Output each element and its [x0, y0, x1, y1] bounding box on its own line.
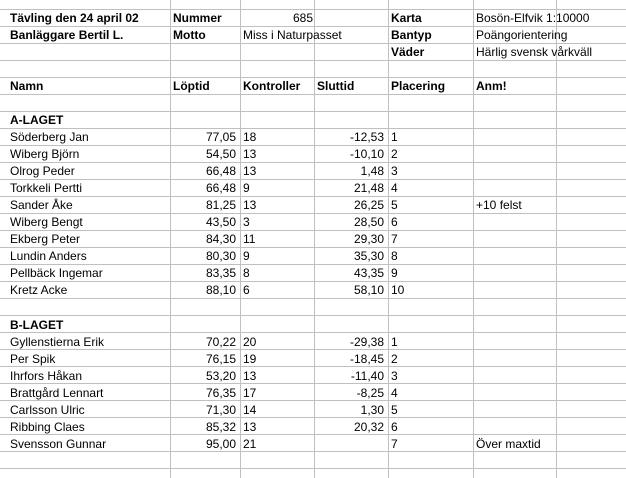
- cell-sluttid[interactable]: 58,10: [353, 283, 384, 297]
- cell-loptid[interactable]: 76,15: [205, 352, 236, 366]
- bantyp-value[interactable]: Poängorientering: [476, 28, 568, 42]
- cell-sluttid[interactable]: -11,40: [350, 369, 384, 383]
- grid-row-line: [0, 94, 626, 95]
- cell-sluttid[interactable]: 43,35: [353, 266, 384, 280]
- cell-kontroller[interactable]: 11: [243, 232, 256, 246]
- cell-loptid[interactable]: 77,05: [205, 130, 236, 144]
- cell-anm[interactable]: [474, 214, 624, 231]
- cell-placering[interactable]: 4: [391, 386, 398, 400]
- nummer-value[interactable]: 685: [292, 11, 313, 25]
- column-header-placering[interactable]: Placering: [391, 79, 446, 93]
- column-header-loptid[interactable]: Löptid: [173, 79, 210, 93]
- cell-loptid[interactable]: 71,30: [205, 403, 236, 417]
- cell-loptid[interactable]: 66,48: [205, 164, 236, 178]
- grid-row-line: [0, 468, 626, 469]
- cell-loptid[interactable]: 88,10: [205, 283, 236, 297]
- column-header-kontroller[interactable]: Kontroller: [243, 79, 301, 93]
- cell-placering[interactable]: 9: [391, 266, 398, 280]
- vader-label[interactable]: Väder: [391, 45, 425, 59]
- cell-kontroller[interactable]: 20: [243, 335, 257, 349]
- cell-namn[interactable]: Kretz Acke: [10, 283, 68, 297]
- cell-loptid[interactable]: 70,22: [205, 335, 236, 349]
- cell-loptid[interactable]: 84,30: [205, 232, 236, 246]
- cell-loptid[interactable]: 43,50: [205, 215, 236, 229]
- cell-sluttid[interactable]: 29,30: [353, 232, 384, 246]
- cell-kontroller[interactable]: 13: [243, 164, 257, 178]
- cell-sluttid[interactable]: -29,38: [349, 335, 384, 349]
- motto-label[interactable]: Motto: [173, 28, 206, 42]
- cell-namn[interactable]: Ekberg Peter: [10, 232, 81, 246]
- cell-anm[interactable]: [474, 129, 624, 146]
- cell-namn[interactable]: Wiberg Bengt: [10, 215, 83, 229]
- cell-namn[interactable]: Per Spik: [10, 352, 56, 366]
- cell-anm[interactable]: [474, 282, 624, 299]
- cell-sluttid[interactable]: 1,48: [360, 164, 384, 178]
- cell-kontroller[interactable]: 14: [243, 403, 257, 417]
- cell-kontroller[interactable]: 8: [243, 266, 250, 280]
- cell-namn[interactable]: Sander Åke: [10, 198, 73, 212]
- karta-value[interactable]: Bosön-Elfvik 1:10000: [476, 11, 590, 25]
- cell-namn[interactable]: Gyllenstierna Erik: [10, 335, 105, 349]
- cell-namn[interactable]: Torkkeli Pertti: [10, 181, 83, 195]
- cell-namn[interactable]: Svensson Gunnar: [10, 437, 107, 451]
- cell-sluttid[interactable]: [315, 436, 388, 453]
- cell-sluttid[interactable]: -8,25: [356, 386, 384, 400]
- organizer[interactable]: Banläggare Bertil L.: [10, 28, 124, 42]
- cell-sluttid[interactable]: -18,45: [349, 352, 384, 366]
- team-header-b[interactable]: B-LAGET: [10, 318, 64, 332]
- cell-namn[interactable]: Ihrfors Håkan: [10, 369, 83, 383]
- karta-label[interactable]: Karta: [391, 11, 422, 25]
- cell-placering[interactable]: 7: [391, 232, 398, 246]
- cell-sluttid[interactable]: -10,10: [349, 147, 384, 161]
- cell-loptid[interactable]: 76,35: [205, 386, 236, 400]
- grid-row-line: [0, 332, 626, 333]
- cell-anm[interactable]: [474, 385, 624, 402]
- cell-anm[interactable]: [474, 146, 624, 163]
- cell-kontroller[interactable]: 9: [243, 181, 250, 195]
- cell-loptid[interactable]: 81,25: [205, 198, 236, 212]
- cell-sluttid[interactable]: 21,48: [353, 181, 384, 195]
- cell-sluttid[interactable]: 26,25: [353, 198, 384, 212]
- grid-row-line: [0, 111, 626, 112]
- cell-anm[interactable]: [474, 231, 624, 248]
- cell-loptid[interactable]: 95,00: [205, 437, 236, 451]
- cell-kontroller[interactable]: 13: [243, 198, 257, 212]
- cell-placering[interactable]: 1: [391, 130, 398, 144]
- grid-row-line: [0, 315, 626, 316]
- cell-kontroller[interactable]: 13: [243, 420, 257, 434]
- cell-namn[interactable]: Söderberg Jan: [10, 130, 89, 144]
- cell-kontroller[interactable]: 17: [243, 386, 257, 400]
- cell-namn[interactable]: Wiberg Björn: [10, 147, 80, 161]
- bantyp-label[interactable]: Bantyp: [391, 28, 432, 42]
- cell-kontroller[interactable]: 6: [243, 283, 250, 297]
- cell-sluttid[interactable]: 35,30: [353, 249, 384, 263]
- cell-placering[interactable]: 8: [391, 249, 398, 263]
- cell-placering[interactable]: 6: [391, 420, 398, 434]
- cell-namn[interactable]: Lundin Anders: [10, 249, 87, 263]
- cell-loptid[interactable]: 66,48: [205, 181, 236, 195]
- cell-anm[interactable]: [474, 368, 624, 385]
- cell-placering[interactable]: 5: [391, 198, 398, 212]
- team-header-a[interactable]: A-LAGET: [10, 113, 64, 127]
- cell-loptid[interactable]: 80,30: [205, 249, 236, 263]
- cell-namn[interactable]: Ribbing Claes: [10, 420, 85, 434]
- cell-sluttid[interactable]: 28,50: [353, 215, 384, 229]
- cell-placering[interactable]: 1: [391, 335, 398, 349]
- cell-loptid[interactable]: 53,20: [205, 369, 236, 383]
- cell-placering[interactable]: 6: [391, 215, 398, 229]
- cell-sluttid[interactable]: -12,53: [349, 130, 384, 144]
- grid-row-line: [0, 77, 626, 78]
- cell-anm[interactable]: +10 felst: [476, 198, 522, 212]
- cell-anm[interactable]: [474, 402, 624, 419]
- cell-anm[interactable]: [474, 265, 624, 282]
- nummer-label[interactable]: Nummer: [173, 11, 222, 25]
- cell-namn[interactable]: Pellbäck Ingemar: [10, 266, 103, 280]
- cell-placering[interactable]: 3: [391, 369, 398, 383]
- cell-kontroller[interactable]: 19: [243, 352, 257, 366]
- cell-namn[interactable]: Carlsson Ulric: [10, 403, 85, 417]
- cell-sluttid[interactable]: 20,32: [353, 420, 384, 434]
- cell-anm[interactable]: [474, 419, 624, 436]
- cell-anm[interactable]: [474, 180, 624, 197]
- cell-kontroller[interactable]: 9: [243, 249, 250, 263]
- competition-title[interactable]: Tävling den 24 april 02: [10, 11, 139, 25]
- cell-anm[interactable]: [474, 351, 624, 368]
- cell-namn[interactable]: Brattgård Lennart: [10, 386, 104, 400]
- cell-namn[interactable]: Olrog Peder: [10, 164, 75, 178]
- cell-anm[interactable]: [474, 334, 624, 351]
- cell-placering[interactable]: 10: [391, 283, 405, 297]
- cell-placering[interactable]: 2: [391, 147, 398, 161]
- cell-kontroller[interactable]: 13: [243, 147, 257, 161]
- column-header-namn[interactable]: Namn: [10, 79, 44, 93]
- cell-loptid[interactable]: 54,50: [205, 147, 236, 161]
- cell-placering[interactable]: 3: [391, 164, 398, 178]
- cell-kontroller[interactable]: 13: [243, 369, 257, 383]
- cell-anm[interactable]: [474, 163, 624, 180]
- cell-placering[interactable]: 4: [391, 181, 398, 195]
- motto-value[interactable]: Miss i Naturpasset: [243, 28, 342, 42]
- vader-value[interactable]: Härlig svensk vårkväll: [476, 45, 593, 59]
- cell-anm[interactable]: [474, 248, 624, 265]
- cell-kontroller[interactable]: 18: [243, 130, 257, 144]
- cell-sluttid[interactable]: 1,30: [360, 403, 384, 417]
- cell-placering[interactable]: 2: [391, 352, 398, 366]
- cell-anm[interactable]: Över maxtid: [476, 437, 541, 451]
- cell-loptid[interactable]: 85,32: [205, 420, 236, 434]
- cell-loptid[interactable]: 83,35: [205, 266, 236, 280]
- column-header-sluttid[interactable]: Sluttid: [317, 79, 355, 93]
- cell-kontroller[interactable]: 3: [243, 215, 250, 229]
- cell-placering[interactable]: 5: [391, 403, 398, 417]
- cell-kontroller[interactable]: 21: [243, 437, 257, 451]
- column-header-anm[interactable]: Anm!: [476, 79, 507, 93]
- cell-placering[interactable]: 7: [391, 437, 398, 451]
